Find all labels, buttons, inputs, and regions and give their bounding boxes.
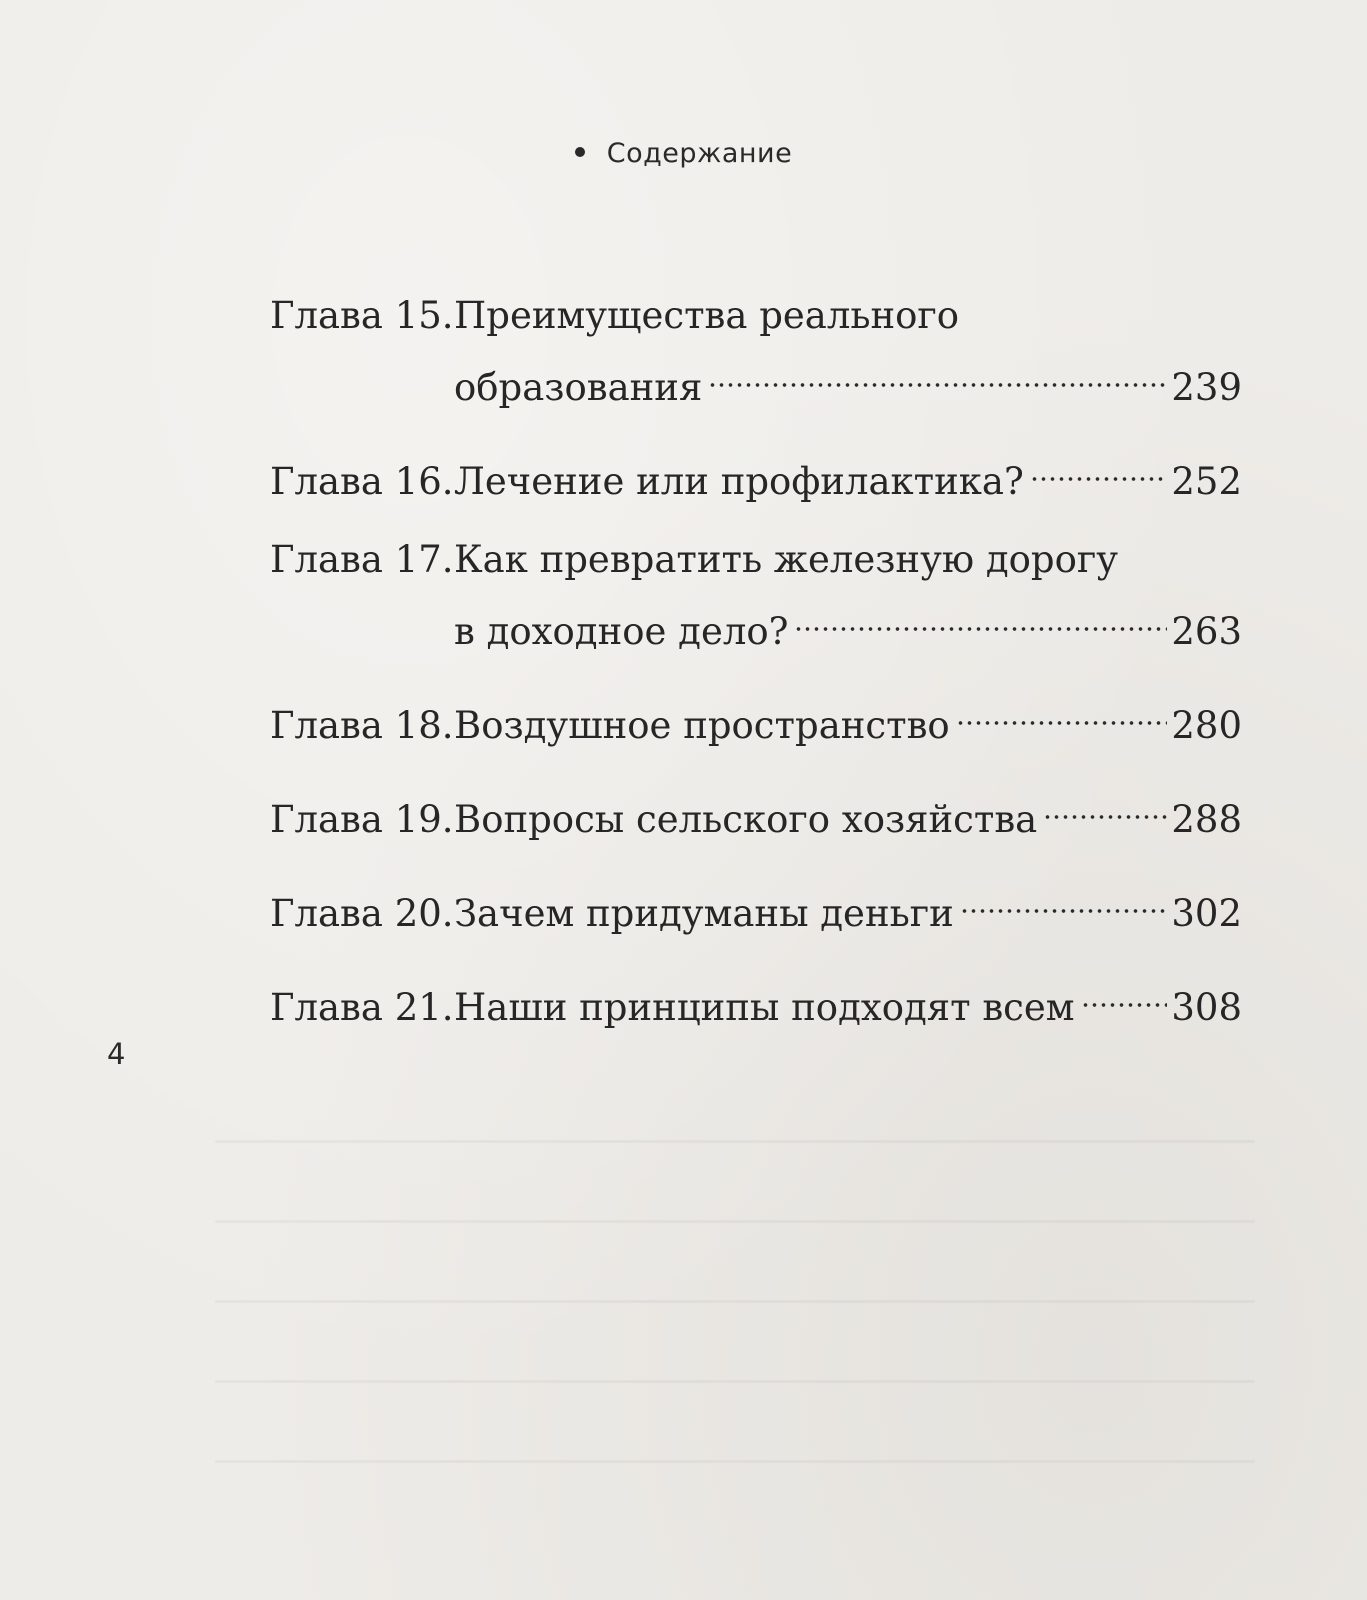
chapter-title: Зачем придуманы деньги	[454, 892, 954, 935]
chapter-number: Глава 21.	[270, 986, 454, 1029]
bullet-icon	[575, 147, 585, 157]
chapter-title: Как превратить железную дорогу	[454, 538, 1118, 581]
page-number: 288	[1171, 798, 1242, 841]
chapter-title-continuation: в доходное дело?	[454, 610, 789, 653]
show-through-line	[215, 1380, 1255, 1383]
dot-leader	[794, 588, 1167, 644]
toc-entry-19[interactable]	[270, 776, 1242, 848]
dot-leader	[960, 870, 1168, 926]
running-head	[0, 138, 1367, 169]
show-through-line	[215, 1140, 1255, 1143]
chapter-title: Воздушное пространство	[454, 704, 950, 747]
show-through-line	[215, 1460, 1255, 1463]
page-number: 252	[1171, 460, 1242, 503]
running-head-text: Содержание	[606, 138, 793, 169]
chapter-title: Преимущества реального	[454, 294, 960, 337]
toc-entry-20[interactable]	[270, 870, 1242, 942]
folio-page-number: 4	[107, 1037, 126, 1071]
page-number: 302	[1171, 892, 1242, 935]
dot-leader	[1030, 438, 1168, 494]
dot-leader	[1043, 776, 1167, 832]
chapter-number: Глава 16.	[270, 460, 454, 503]
page-number: 263	[1171, 610, 1242, 653]
chapter-title: Вопросы сельского хозяйства	[454, 798, 1038, 841]
dot-leader	[956, 682, 1168, 738]
chapter-title: Наши принципы подходят всем	[454, 986, 1075, 1029]
chapter-number: Глава 17.	[270, 538, 454, 581]
chapter-number: Глава 18.	[270, 704, 454, 747]
toc-entry-18[interactable]	[270, 682, 1242, 754]
page-number: 239	[1171, 366, 1242, 409]
toc-entry-16[interactable]	[270, 438, 1242, 510]
chapter-number: Глава 15.	[270, 294, 454, 337]
toc-entry-15[interactable]	[270, 288, 1242, 416]
chapter-number: Глава 19.	[270, 798, 454, 841]
toc-entry-21[interactable]	[270, 964, 1242, 1036]
page-number: 308	[1171, 986, 1242, 1029]
chapter-number: Глава 20.	[270, 892, 454, 935]
table-of-contents	[270, 288, 1242, 1058]
show-through-line	[215, 1220, 1255, 1223]
page-number: 280	[1171, 704, 1242, 747]
dot-leader	[1081, 964, 1168, 1020]
toc-entry-17[interactable]	[270, 532, 1242, 660]
show-through-line	[215, 1300, 1255, 1303]
chapter-title-continuation: образования	[454, 366, 703, 409]
chapter-title: Лечение или профилактика?	[454, 460, 1024, 503]
dot-leader	[708, 344, 1167, 400]
